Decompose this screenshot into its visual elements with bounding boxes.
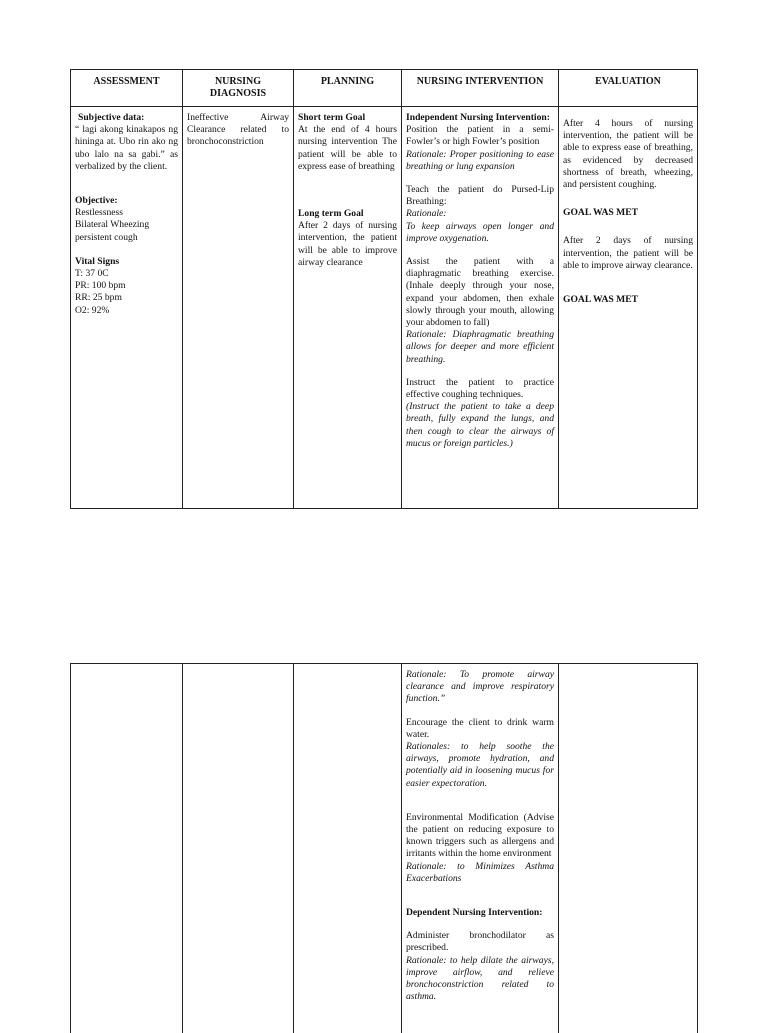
header-nursing-intervention: NURSING INTERVENTION [402,70,559,107]
subjective-text: “ lagi akong kinakapos ng hininga at. Ubo rin ako ng ubo lalo na sa gabi.” as verbalized by the client. [75,124,178,173]
intervention-text: Teach the patient do Pursed-Lip Breathing: [406,184,554,208]
vital-oxygen-saturation: O2: 92% [75,305,178,317]
intervention-text: Assist the patient with a diaphragmatic breathing exercise. (Inhale deeply through your nose, expand your abdomen, then exhale slowly through your mouth, allowing your abdomen to fall) [406,256,554,329]
objective-item: Bilateral Wheezing [75,219,178,231]
evaluation-cell [559,664,698,1033]
evaluation-cell [559,107,698,509]
goal-status: GOAL WAS MET [563,207,693,219]
care-plan-table [70,69,698,509]
subjective-label: Subjective data: [75,112,178,124]
evaluation-text: After 2 days of nursing intervention, the patient will be able to improve airway clearance. [563,235,693,272]
vital-temperature: T: 37 0C [75,268,178,280]
intervention-cell [402,664,559,1033]
goal-status: GOAL WAS MET [563,294,693,306]
diagnosis-cell [183,107,294,509]
intervention-text: Environmental Modification (Advise the patient on reducing exposure to known triggers such as allergens and irritants within the home environment [406,812,554,861]
planning-cell [294,664,402,1033]
short-term-goal-text: At the end of 4 hours nursing intervention The patient will be able to express ease of breathing [298,124,397,173]
vital-signs-label: Vital Signs [75,256,178,268]
intervention-text: Position the patient in a semi-Fowler’s or high Fowler’s position [406,124,554,148]
care-plan-row [71,664,698,1033]
intervention-rationale: Rationale: To promote airway clearance and improve respiratory function.” [406,669,554,706]
header-row [71,70,698,107]
long-term-goal-text: After 2 days of nursing intervention, the patient will be able to improve airway clearance [298,220,397,269]
intervention-detail: (Instruct the patient to take a deep breath, fully expand the lungs, and then cough to clear the airways of mucus or foreign particles.) [406,401,554,450]
header-assessment: ASSESSMENT [71,70,183,107]
intervention-text: Instruct the patient to practice effective coughing techniques. [406,377,554,401]
evaluation-text: After 4 hours of nursing intervention, the patient will be able to express ease of breathing, as evidenced by decreased shortness of breath, wheezing, and persistent coughing. [563,118,693,191]
intervention-rationale: Rationale: To keep airways open longer and improve oxygenation. [406,208,554,245]
intervention-rationale: Rationale: Proper positioning to ease breathing or lung expansion [406,149,554,173]
care-plan-table-continued [70,663,698,1033]
assessment-cell [71,664,183,1033]
vital-pulse-rate: PR: 100 bpm [75,280,178,292]
header-nursing-diagnosis: NURSING DIAGNOSIS [183,70,294,107]
intervention-rationale: Rationale: to help dilate the airways, improve airflow, and relieve bronchoconstriction related to asthma. [406,955,554,1004]
header-evaluation: EVALUATION [559,70,698,107]
intervention-cell [402,107,559,509]
diagnosis-text: Ineffective Airway Clearance related to bronchoconstriction [187,112,289,149]
intervention-rationale: Rationale: to Minimizes Asthma Exacerbations [406,861,554,885]
objective-item: persistent cough [75,232,178,244]
planning-cell [294,107,402,509]
objective-item: Restlessness [75,207,178,219]
independent-intervention-label: Independent Nursing Intervention: [406,112,554,124]
intervention-rationale: Rationales: to help soothe the airways, promote hydration, and potentially aid in loosening mucus for easier expectoration. [406,741,554,790]
objective-label: Objective: [75,195,178,207]
vital-respiratory-rate: RR: 25 bpm [75,292,178,304]
care-plan-row [71,107,698,509]
assessment-cell [71,107,183,509]
intervention-text: Encourage the client to drink warm water. [406,717,554,741]
dependent-intervention-label: Dependent Nursing Intervention: [406,907,554,919]
intervention-text: Administer bronchodilator as prescribed. [406,930,554,954]
long-term-goal-label: Long term Goal [298,208,397,220]
short-term-goal-label: Short term Goal [298,112,397,124]
header-planning: PLANNING [294,70,402,107]
intervention-rationale: Rationale: Diaphragmatic breathing allows for deeper and more efficient breathing. [406,329,554,366]
diagnosis-cell [183,664,294,1033]
